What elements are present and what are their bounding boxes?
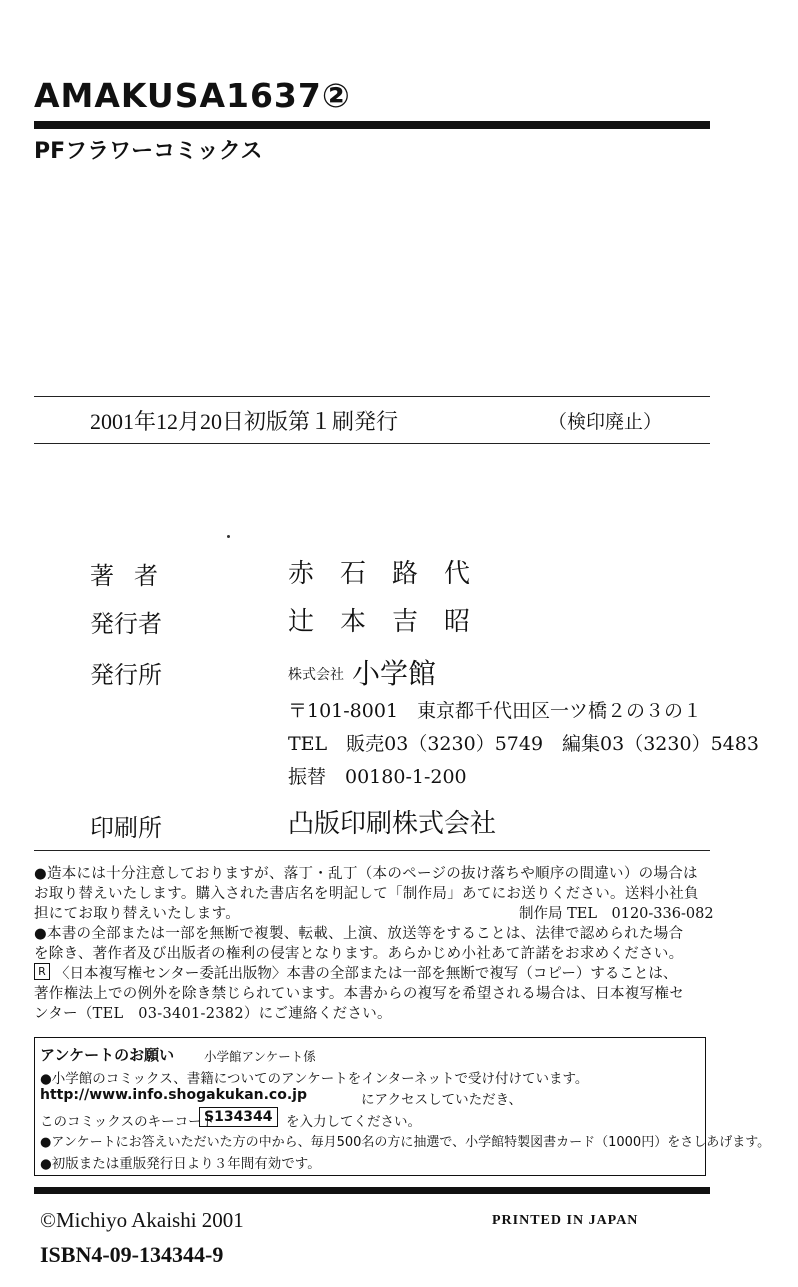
seal-note: （検印廃止）	[548, 412, 663, 433]
notice-line: 著作権法上での例外を除き禁じられています。本書からの複写を希望される場合は、日本複写権セ	[34, 986, 685, 1002]
survey-line: ●アンケートにお答えいただいた方の中から、毎月500名の方に抽選で、小学館特製図書カード（1000円）をさしあげます。	[40, 1135, 771, 1150]
publishing-house-label: 発行所	[90, 661, 162, 689]
company	[288, 652, 436, 692]
book-title: AMAKUSA1637②	[34, 76, 351, 115]
notice-line: 〈日本複写権センター委託出版物〉本書の全部または一部を無断で複写（コピー）することは、	[55, 966, 678, 982]
title-rule	[34, 121, 710, 129]
publication-date: 2001年12月20日初版第１刷発行	[90, 409, 399, 434]
survey-key-code: S134344	[199, 1107, 278, 1127]
company-prefix: 株式会社	[288, 667, 344, 683]
production-contact: 制作局 TEL 0120-336-082	[519, 906, 714, 922]
survey-title: アンケートのお願い	[40, 1046, 175, 1064]
printed-in: PRINTED IN JAPAN	[492, 1213, 639, 1228]
survey-department: 小学館アンケート係	[204, 1049, 316, 1064]
notice-line: ンター（TEL 03-3401-2382）にご連絡ください。	[34, 1006, 392, 1022]
printer-label: 印刷所	[90, 814, 162, 842]
registered-mark-icon: R	[34, 963, 50, 980]
stray-dot	[227, 535, 230, 538]
notice-line: 担にてお取り替えいたします。	[34, 906, 241, 922]
publisher-label: 発行者	[90, 610, 162, 638]
author-label: 著者	[90, 562, 178, 590]
notice-line: お取り替えいたします。購入された書店名を明記して「制作局」あてにお送りください。送料小社負	[34, 886, 699, 902]
publisher-name: 辻本吉昭	[288, 607, 497, 637]
notice-line: ●本書の全部または一部を無断で複製、転載、上演、放送等をすることは、法律で認められた場合	[34, 926, 684, 942]
survey-code-instruction: を入力してください。	[286, 1114, 421, 1130]
notice-line: ●造本には十分注意しておりますが、落丁・乱丁（本のページの抜け落ちや順序の間違い）の場合は	[34, 866, 698, 882]
survey-url: http://www.info.shogakukan.co.jp	[40, 1087, 307, 1103]
company-address: 〒101-8001 東京都千代田区一ツ橋２の３の１	[288, 700, 703, 722]
copyright: ©Michiyo Akaishi 2001	[40, 1208, 244, 1232]
isbn: ISBN4-09-134344-9	[40, 1242, 224, 1267]
company-name: 小学館	[352, 657, 437, 690]
imprint-label: PFフラワーコミックス	[34, 139, 263, 164]
publication-top-rule	[34, 396, 710, 397]
author-name: 赤石路代	[288, 559, 497, 589]
notice-top-rule	[34, 850, 710, 851]
bottom-rule	[34, 1187, 710, 1194]
survey-code-label: このコミックスのキーコード	[40, 1114, 216, 1130]
publication-bottom-rule	[34, 443, 710, 444]
printer-name: 凸版印刷株式会社	[288, 809, 497, 839]
notice-line: を除き、著作者及び出版者の権利の侵害となります。あらかじめ小社あて許諾をお求めください。	[34, 946, 684, 962]
postal-transfer: 振替 00180-1-200	[288, 766, 467, 788]
company-tel: TEL 販売03（3230）5749 編集03（3230）5483	[288, 733, 759, 755]
survey-url-instruction: にアクセスしていただき、	[361, 1092, 523, 1108]
survey-line: ●小学館のコミックス、書籍についてのアンケートをインターネットで受け付けています。	[40, 1071, 589, 1087]
survey-line: ●初版または重版発行日より３年間有効です。	[40, 1156, 321, 1172]
